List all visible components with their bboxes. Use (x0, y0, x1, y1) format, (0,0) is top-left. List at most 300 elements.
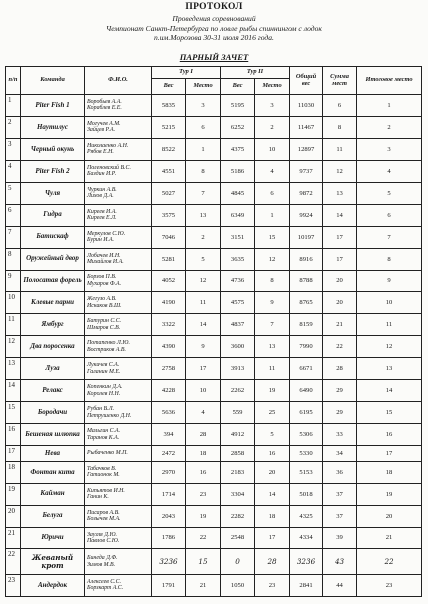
tour-1-place: 10 (186, 380, 221, 402)
participant-2: Искаков В.Ш. (87, 302, 122, 309)
tour-2-weight: 5186 (221, 160, 255, 182)
row-number: 8 (6, 248, 21, 270)
tour-2-place: 11 (255, 358, 290, 380)
final-place: 15 (357, 402, 422, 424)
participant-2: Бурин И.А. (87, 237, 115, 244)
tour-1-place: 11 (186, 292, 221, 314)
final-place: 7 (357, 226, 422, 248)
row-number: 5 (6, 182, 21, 204)
participant-2: Баздин И.Р. (87, 171, 117, 178)
participant-1: Копенкин Д.А. (87, 384, 123, 391)
participants (85, 116, 152, 138)
tour-2-place: 6 (255, 182, 290, 204)
total-weight: 2841 (290, 574, 323, 596)
final-place: 20 (357, 505, 422, 527)
tour-2-weight: 3600 (221, 336, 255, 358)
table-row (6, 182, 422, 204)
row-number: 20 (6, 505, 21, 527)
team-name: Нева (21, 446, 85, 462)
subtitle-location-date: п.им.Морозова 30-31 июля 2016 года. (154, 33, 274, 42)
tour-1-weight: 5215 (152, 116, 186, 138)
table-row (6, 358, 422, 380)
participant-2: Королев Н.Н. (87, 390, 121, 397)
subtitle-event-type: Проведения соревнований (172, 14, 256, 23)
tour-2-place: 18 (255, 505, 290, 527)
final-place: 1 (357, 95, 422, 117)
sum-places: 22 (323, 336, 357, 358)
subtitle-championship: Чемпионат Санкт-Петербурга по ловле рыбы спиннингом с лодок (106, 24, 322, 33)
tour-2-weight: 4575 (221, 292, 255, 314)
row-number: 19 (6, 483, 21, 505)
team-name: Белуга (21, 505, 85, 527)
final-place: 23 (357, 574, 422, 596)
team-name: Релакс (21, 380, 85, 402)
tour-1-weight: 5835 (152, 95, 186, 117)
participant-2: Шмаров С.В. (87, 324, 121, 331)
final-place: 16 (357, 424, 422, 446)
sum-places: 17 (323, 226, 357, 248)
row-number: 14 (6, 380, 21, 402)
tour-1-weight: 2970 (152, 461, 186, 483)
row-number: 13 (6, 358, 21, 380)
row-number: 17 (6, 446, 21, 462)
participant-1: Киреев И.А. (87, 208, 117, 215)
tour-1-place: 16 (186, 461, 221, 483)
tour-1-weight: 4052 (152, 270, 186, 292)
header-tour-2-weight: Вес (221, 79, 255, 95)
tour-2-weight: 1050 (221, 574, 255, 596)
total-weight: 4334 (290, 527, 323, 549)
participants (85, 527, 152, 549)
team-name: Наутилус (21, 116, 85, 138)
tour-2-weight: 2183 (221, 461, 255, 483)
row-number: 16 (6, 424, 21, 446)
participant-1: Заузля Д.Ю. (87, 531, 118, 538)
tour-1-place: 6 (186, 116, 221, 138)
participant-1: Борзов П.В. (87, 274, 117, 281)
final-place: 12 (357, 336, 422, 358)
results-table (5, 66, 422, 597)
sum-places: 33 (323, 424, 357, 446)
tour-2-place: 3 (255, 95, 290, 117)
tour-2-weight: 6349 (221, 204, 255, 226)
table-row (6, 549, 422, 574)
tour-2-weight: 3635 (221, 248, 255, 270)
total-weight: 5153 (290, 461, 323, 483)
participants (85, 336, 152, 358)
tour-2-weight: 559 (221, 402, 255, 424)
team-name: Чуля (21, 182, 85, 204)
tour-2-weight: 5195 (221, 95, 255, 117)
participants (85, 248, 152, 270)
participant-2: Бозычев М.А. (87, 516, 121, 523)
tour-1-place: 9 (186, 336, 221, 358)
sum-places: 44 (323, 574, 357, 596)
tour-2-place: 12 (255, 248, 290, 270)
participant-1: Потапенко Л.Ю. (87, 340, 130, 347)
header-team: Команда (21, 67, 85, 95)
participants (85, 314, 152, 336)
table-row (6, 226, 422, 248)
total-weight: 8788 (290, 270, 323, 292)
total-weight: 9872 (290, 182, 323, 204)
tour-2-place: 7 (255, 314, 290, 336)
participant-1: Николаенко А.Н. (87, 142, 129, 149)
participants (85, 402, 152, 424)
participants (85, 270, 152, 292)
row-number: 22 (6, 549, 21, 574)
participant-1: Рыбаченко М.П. (87, 450, 128, 457)
results-body (6, 95, 422, 597)
tour-2-place: 16 (255, 446, 290, 462)
tour-1-weight: 1714 (152, 483, 186, 505)
participant-1: Поленовский В.С. (87, 164, 131, 171)
participants (85, 446, 152, 462)
table-row (6, 483, 422, 505)
table-row (6, 248, 422, 270)
team-name: Луза (21, 358, 85, 380)
tour-2-place: 9 (255, 292, 290, 314)
header-sum-places: Сумма мест (323, 67, 357, 95)
participant-1: Батурин С.С. (87, 318, 122, 325)
table-row (6, 336, 422, 358)
tour-1-place: 18 (186, 446, 221, 462)
participants (85, 160, 152, 182)
tour-2-place: 25 (255, 402, 290, 424)
final-place: 13 (357, 358, 422, 380)
sum-places: 12 (323, 160, 357, 182)
tour-2-place: 8 (255, 270, 290, 292)
participant-2: Таранов К.А. (87, 434, 120, 441)
team-name: Полосатая форель (21, 270, 85, 292)
participant-1: Могучев А.М. (87, 120, 121, 127)
tour-1-place: 3 (186, 95, 221, 117)
table-row (6, 95, 422, 117)
participant-2: Мухаров Ф.А. (87, 280, 122, 287)
participant-1: Бинеда Д.Ф. (87, 555, 118, 562)
row-number: 10 (6, 292, 21, 314)
tour-2-place: 13 (255, 336, 290, 358)
table-row (6, 292, 422, 314)
tour-2-weight: 3913 (221, 358, 255, 380)
participants (85, 358, 152, 380)
header-tour-1-place: Место (186, 79, 221, 95)
row-number: 1 (6, 95, 21, 117)
tour-2-place: 1 (255, 204, 290, 226)
tour-2-weight: 4375 (221, 138, 255, 160)
protocol-title: ПРОТОКОЛ (185, 2, 243, 12)
table-row (6, 446, 422, 462)
participant-1: Жегузо А.В. (87, 296, 117, 303)
header-tour-1: Тур I (152, 67, 221, 79)
participant-2: Лихов Д.А. (87, 193, 114, 200)
participant-1: Писаров А.В. (87, 509, 120, 516)
header-num: п/п (6, 67, 21, 95)
participants (85, 424, 152, 446)
total-weight: 8159 (290, 314, 323, 336)
tour-2-weight: 4912 (221, 424, 255, 446)
team-name: Два поросенка (21, 336, 85, 358)
tour-1-place: 15 (186, 549, 221, 574)
final-place: 18 (357, 461, 422, 483)
participant-1: Меркулов С.Ю. (87, 230, 126, 237)
participants (85, 483, 152, 505)
participant-1: Мальгин С.А. (87, 428, 121, 435)
row-number: 6 (6, 204, 21, 226)
tour-2-place: 17 (255, 527, 290, 549)
sum-places: 6 (323, 95, 357, 117)
table-row (6, 138, 422, 160)
participant-1: Алексеев С.С. (87, 578, 122, 585)
tour-2-weight: 2282 (221, 505, 255, 527)
team-name: Кайман (21, 483, 85, 505)
row-number: 21 (6, 527, 21, 549)
tour-1-weight: 5281 (152, 248, 186, 270)
total-weight: 8765 (290, 292, 323, 314)
tour-2-place: 14 (255, 483, 290, 505)
tour-1-weight: 1791 (152, 574, 186, 596)
participant-2: Зайцев Р.А. (87, 127, 116, 134)
team-name: Андердок (21, 574, 85, 596)
team-name: Piter Fish 2 (21, 160, 85, 182)
tour-2-weight: 4736 (221, 270, 255, 292)
sum-places: 20 (323, 292, 357, 314)
participants (85, 182, 152, 204)
final-place: 9 (357, 270, 422, 292)
tour-1-weight: 5636 (152, 402, 186, 424)
table-row (6, 402, 422, 424)
tour-1-place: 1 (186, 138, 221, 160)
tour-1-weight: 394 (152, 424, 186, 446)
team-name: Ямбург (21, 314, 85, 336)
table-row (6, 380, 422, 402)
participant-1: Лобачев И.Н. (87, 252, 121, 259)
final-place: 10 (357, 292, 422, 314)
team-name: Piter Fish 1 (21, 95, 85, 117)
participants (85, 505, 152, 527)
sum-places: 13 (323, 182, 357, 204)
tour-1-weight: 3236 (152, 549, 186, 574)
row-number: 4 (6, 160, 21, 182)
row-number: 15 (6, 402, 21, 424)
participants (85, 95, 152, 117)
tour-1-place: 14 (186, 314, 221, 336)
tour-1-place: 17 (186, 358, 221, 380)
row-number: 3 (6, 138, 21, 160)
sum-places: 37 (323, 483, 357, 505)
participant-2: Павлов С.Ю. (87, 537, 120, 544)
participant-2: Петрушенко Д.Н. (87, 412, 132, 419)
participant-1: Воробьев А.А. (87, 98, 122, 105)
tour-1-place: 13 (186, 204, 221, 226)
tour-2-place: 28 (255, 549, 290, 574)
header-total-weight: Общий вес (290, 67, 323, 95)
sum-places: 39 (323, 527, 357, 549)
tour-2-weight: 2262 (221, 380, 255, 402)
tour-1-weight: 3575 (152, 204, 186, 226)
participant-2: Галанин М.Е. (87, 368, 121, 375)
total-weight: 9924 (290, 204, 323, 226)
total-weight: 8916 (290, 248, 323, 270)
participant-1: Рубан В.Л. (87, 406, 115, 413)
participant-2: Михайлов И.А. (87, 259, 124, 266)
team-name: Черный окунь (21, 138, 85, 160)
sum-places: 43 (323, 549, 357, 574)
final-place: 4 (357, 160, 422, 182)
final-place: 11 (357, 314, 422, 336)
sum-places: 29 (323, 402, 357, 424)
sum-places: 21 (323, 314, 357, 336)
tour-1-place: 23 (186, 483, 221, 505)
tour-2-weight: 4837 (221, 314, 255, 336)
tour-2-place: 23 (255, 574, 290, 596)
sum-places: 20 (323, 270, 357, 292)
row-number: 2 (6, 116, 21, 138)
participant-1: Табачков В. (87, 465, 117, 472)
total-weight: 11467 (290, 116, 323, 138)
tour-1-weight: 4190 (152, 292, 186, 314)
sum-places: 8 (323, 116, 357, 138)
total-weight: 6195 (290, 402, 323, 424)
participants (85, 204, 152, 226)
final-place: 5 (357, 182, 422, 204)
final-place: 3 (357, 138, 422, 160)
team-name: Клевые парни (21, 292, 85, 314)
total-weight: 4325 (290, 505, 323, 527)
tour-1-weight: 8522 (152, 138, 186, 160)
tour-1-place: 2 (186, 226, 221, 248)
table-row (6, 505, 422, 527)
table-row (6, 574, 422, 596)
tour-1-weight: 1786 (152, 527, 186, 549)
table-row (6, 204, 422, 226)
tour-2-weight: 3304 (221, 483, 255, 505)
tour-2-weight: 2858 (221, 446, 255, 462)
participant-1: Лукичев С.А. (87, 362, 120, 369)
team-name: Юричи (21, 527, 85, 549)
team-name: Гидра (21, 204, 85, 226)
sum-places: 28 (323, 358, 357, 380)
row-number: 18 (6, 461, 21, 483)
tour-1-weight: 2043 (152, 505, 186, 527)
table-row (6, 116, 422, 138)
participants (85, 461, 152, 483)
total-weight: 11030 (290, 95, 323, 117)
tour-1-place: 22 (186, 527, 221, 549)
tour-2-place: 15 (255, 226, 290, 248)
row-number: 23 (6, 574, 21, 596)
row-number: 12 (6, 336, 21, 358)
final-place: 8 (357, 248, 422, 270)
team-name: Бешеная шлюпка (21, 424, 85, 446)
total-weight: 12897 (290, 138, 323, 160)
section-heading: ПАРНЫЙ ЗАЧЕТ (179, 52, 249, 62)
total-weight: 6671 (290, 358, 323, 380)
table-row (6, 270, 422, 292)
row-number: 9 (6, 270, 21, 292)
sum-places: 17 (323, 248, 357, 270)
participant-2: Ганин К. (87, 494, 109, 501)
sum-places: 29 (323, 380, 357, 402)
header-tour-1-weight: Вес (152, 79, 186, 95)
total-weight: 10197 (290, 226, 323, 248)
participants (85, 380, 152, 402)
participants (85, 226, 152, 248)
final-place: 22 (357, 549, 422, 574)
tour-2-weight: 6252 (221, 116, 255, 138)
tour-2-weight: 3151 (221, 226, 255, 248)
tour-1-weight: 5027 (152, 182, 186, 204)
header-fio: Ф.И.О. (85, 67, 152, 95)
total-weight: 5330 (290, 446, 323, 462)
tour-1-weight: 3322 (152, 314, 186, 336)
team-name: Фонтан кита (21, 461, 85, 483)
tour-1-weight: 4390 (152, 336, 186, 358)
final-place: 17 (357, 446, 422, 462)
participant-2: Борзкарт А.С. (87, 585, 124, 592)
team-name: Жеваный крот (21, 549, 85, 574)
tour-2-weight: 0 (221, 549, 255, 574)
participant-1: Чуркин А.В. (87, 186, 117, 193)
total-weight: 5306 (290, 424, 323, 446)
sum-places: 37 (323, 505, 357, 527)
tour-2-place: 20 (255, 461, 290, 483)
participant-2: Зимов М.В. (87, 561, 116, 568)
participant-1: Кипьятов И.Н. (87, 487, 125, 494)
final-place: 19 (357, 483, 422, 505)
table-row (6, 424, 422, 446)
tour-1-weight: 7046 (152, 226, 186, 248)
tour-1-place: 28 (186, 424, 221, 446)
tour-1-place: 12 (186, 270, 221, 292)
tour-1-place: 7 (186, 182, 221, 204)
tour-1-weight: 2472 (152, 446, 186, 462)
final-place: 2 (357, 116, 422, 138)
total-weight: 9737 (290, 160, 323, 182)
tour-2-place: 10 (255, 138, 290, 160)
table-row (6, 527, 422, 549)
tour-1-place: 4 (186, 402, 221, 424)
sum-places: 36 (323, 461, 357, 483)
tour-1-place: 21 (186, 574, 221, 596)
team-name: Батискаф (21, 226, 85, 248)
total-weight: 3236 (290, 549, 323, 574)
tour-2-place: 19 (255, 380, 290, 402)
row-number: 11 (6, 314, 21, 336)
participant-2: Кораблев Е.Е. (87, 105, 122, 112)
tour-1-place: 8 (186, 160, 221, 182)
header-row-1 (6, 67, 422, 79)
header-final-place: Итоговое место (357, 67, 422, 95)
row-number: 7 (6, 226, 21, 248)
table-row (6, 461, 422, 483)
tour-2-weight: 4845 (221, 182, 255, 204)
participant-2: Киреев Е.Л. (87, 215, 117, 222)
team-name: Оружейный двор (21, 248, 85, 270)
total-weight: 5018 (290, 483, 323, 505)
table-row (6, 314, 422, 336)
tour-1-weight: 4228 (152, 380, 186, 402)
participants (85, 549, 152, 574)
participant-2: Рябов Е.Н. (87, 149, 114, 156)
tour-2-weight: 2548 (221, 527, 255, 549)
sum-places: 11 (323, 138, 357, 160)
tour-2-place: 4 (255, 160, 290, 182)
tour-1-place: 19 (186, 505, 221, 527)
header-tour-2: Тур II (221, 67, 290, 79)
team-name: Бородачи (21, 402, 85, 424)
header-tour-2-place: Место (255, 79, 290, 95)
